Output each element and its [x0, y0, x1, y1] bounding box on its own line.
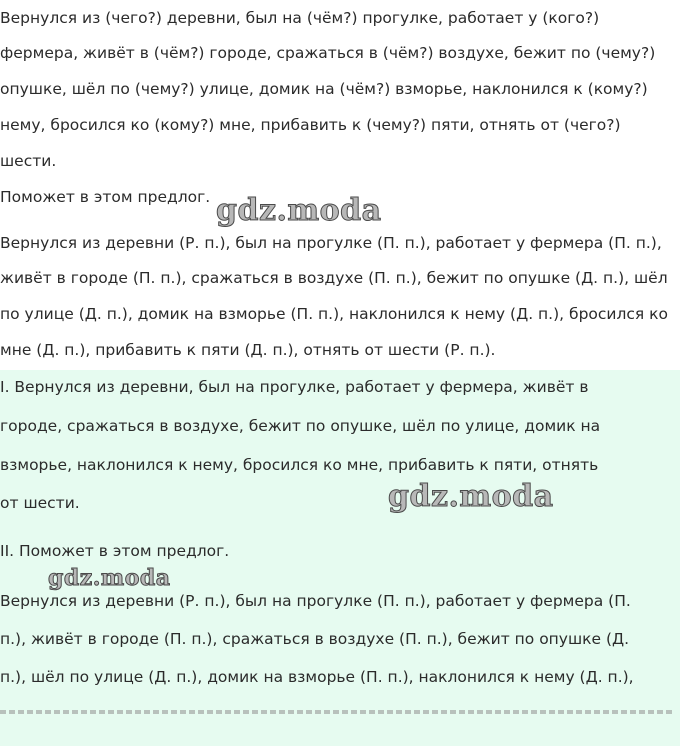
text-line: мне (Д. п.), прибавить к пяти (Д. п.), отнять от шести (Р. п.).	[0, 341, 496, 359]
watermark-logo: gdz.moda	[388, 479, 554, 514]
text-line: нему, бросился ко (кому?) мне, прибавить к (чему?) пяти, отнять от (чего?)	[0, 116, 621, 134]
text-line: фермера, живёт в (чём?) городе, сражаться в (чём?) воздухе, бежит по (чему?)	[0, 44, 656, 62]
text-line: Вернулся из деревни (Р. п.), был на прогулке (П. п.), работает у фермера (П. п.),	[0, 234, 662, 252]
cut-off-line	[0, 708, 680, 714]
text-line: по улице (Д. п.), домик на взморье (П. п.), наклонился к нему (Д. п.), бросился ко	[0, 305, 669, 323]
text-line: опушке, шёл по (чему?) улице, домик на (чём?) взморье, наклонился к (кому?)	[0, 80, 648, 98]
answer-line: п.), шёл по улице (Д. п.), домик на взморье (П. п.), наклонился к нему (Д. п.),	[0, 668, 634, 686]
text-line: Поможет в этом предлог.	[0, 188, 211, 206]
text-line: шести.	[0, 152, 57, 170]
answer-line: от шести.	[0, 494, 80, 512]
answer-line: п.), живёт в городе (П. п.), сражаться в воздухе (П. п.), бежит по опушке (Д.	[0, 630, 630, 648]
answer-line: взморье, наклонился к нему, бросился ко мне, прибавить к пяти, отнять	[0, 456, 599, 474]
answer-line: Вернулся из деревни (Р. п.), был на прогулке (П. п.), работает у фермера (П.	[0, 592, 631, 610]
text-line: Вернулся из (чего?) деревни, был на (чём?) прогулке, работает у (кого?)	[0, 9, 600, 27]
watermark-logo: gdz.moda	[216, 193, 382, 228]
answer-line: II. Поможет в этом предлог.	[0, 542, 230, 560]
text-line: живёт в городе (П. п.), сражаться в воздухе (П. п.), бежит по опушке (Д. п.), шёл	[0, 269, 668, 287]
answer-line: городе, сражаться в воздухе, бежит по опушке, шёл по улице, домик на	[0, 417, 601, 435]
watermark-logo: gdz.moda	[48, 565, 171, 591]
answer-line: I. Вернулся из деревни, был на прогулке, работает у фермера, живёт в	[0, 378, 589, 396]
